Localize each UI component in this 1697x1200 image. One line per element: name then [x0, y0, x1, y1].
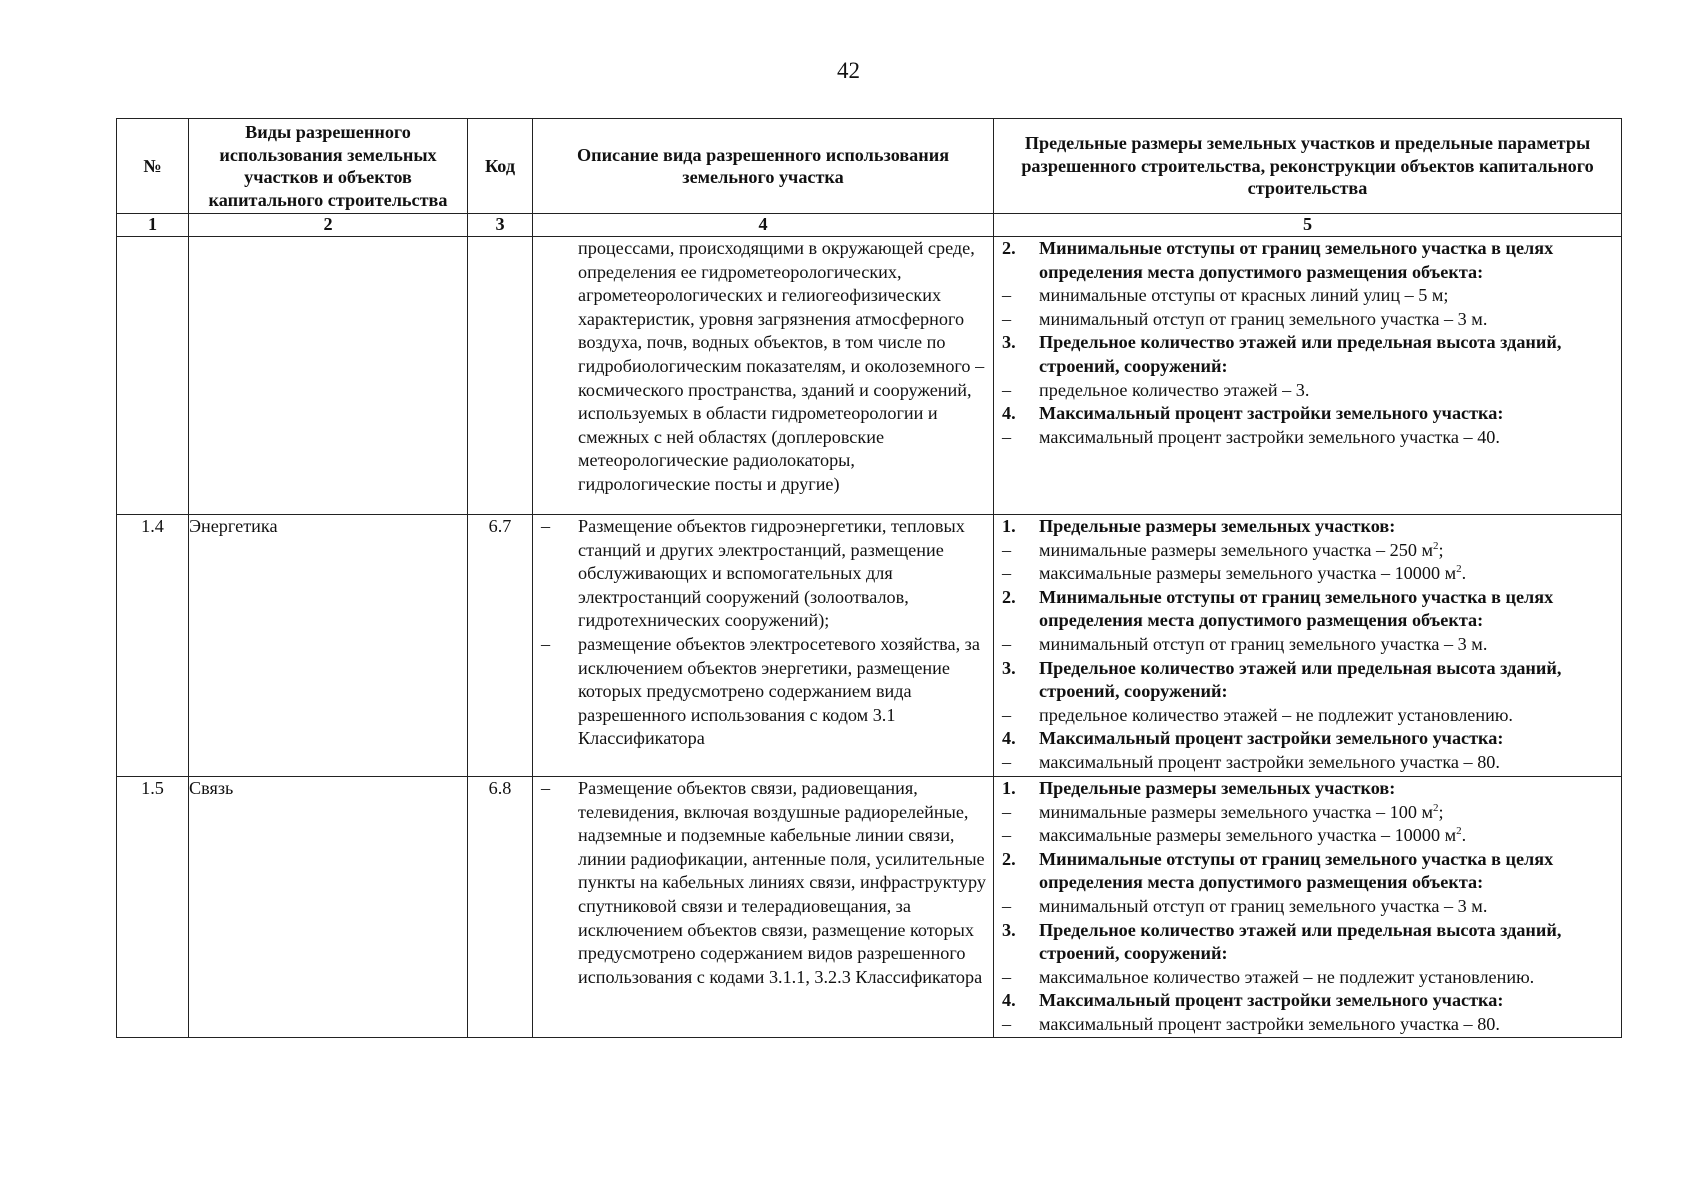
parameter-item — [994, 966, 1621, 990]
parameter-text-main: максимальный процент застройки земельного участка – 80. — [1039, 751, 1500, 772]
parameter-text — [1039, 426, 1621, 450]
parameter-text-main: минимальные размеры земельного участка – 100 м — [1039, 801, 1433, 822]
parameter-item — [994, 308, 1621, 332]
list-marker: – — [541, 633, 551, 654]
parameter-item — [994, 284, 1621, 308]
parameter-text-tail: . — [1461, 825, 1467, 846]
table-header-row — [117, 119, 1622, 214]
parameter-text-main: Максимальный процент застройки земельного участка: — [1039, 990, 1504, 1011]
list-marker: 3. — [1002, 657, 1016, 678]
use-parameters — [994, 777, 1622, 1038]
parameter-text-tail: ; — [1438, 801, 1444, 822]
list-marker: 3. — [1002, 919, 1016, 940]
parameter-heading — [994, 848, 1621, 895]
list-marker: – — [1002, 633, 1012, 654]
parameter-text — [1039, 586, 1621, 633]
parameter-text-main: минимальный отступ от границ земельного участка – 3 м. — [1039, 895, 1488, 916]
parameter-text — [1039, 539, 1621, 563]
parameter-text — [1039, 1013, 1621, 1037]
parameter-item — [994, 895, 1621, 919]
list-marker — [533, 237, 578, 497]
use-description — [533, 515, 994, 777]
parameter-text-main: максимальные размеры земельного участка – 10000 м — [1039, 563, 1457, 584]
parameter-item — [994, 633, 1621, 657]
parameter-item — [994, 539, 1621, 563]
parameter-text — [1039, 237, 1621, 284]
parameter-text-main: максимальные размеры земельного участка – 10000 м — [1039, 825, 1457, 846]
description-item — [533, 237, 993, 497]
parameter-text-main: Предельные размеры земельных участков: — [1039, 778, 1396, 798]
parameter-item — [994, 824, 1621, 848]
description-item — [533, 633, 993, 751]
description-text: размещение объектов электросетевого хозяйства, за исключением объектов энергетики, размещение которых предусмотрено содержанием вида разрешенного использования с кодом 3.1 Классификатора — [578, 633, 980, 749]
parameter-text-main: предельное количество этажей – 3. — [1039, 379, 1310, 400]
list-marker: – — [1002, 751, 1012, 772]
use-type-name — [189, 237, 468, 515]
parameter-text — [1039, 801, 1621, 825]
list-marker: – — [1002, 563, 1012, 584]
list-marker: – — [541, 516, 551, 536]
row-number: 1.5 — [117, 777, 189, 1038]
page-number: 42 — [837, 58, 860, 83]
list-marker: 2. — [1002, 848, 1016, 869]
parameter-text — [1039, 989, 1621, 1013]
parameter-text — [1039, 308, 1621, 332]
parameter-text-main: Предельное количество этажей или предельная высота зданий, строений, сооружений: — [1039, 332, 1562, 376]
parameter-heading — [994, 777, 1621, 801]
parameter-text-main: Минимальные отступы от границ земельного участка в целях определения места допустимого размещения объекта: — [1039, 238, 1554, 282]
list-marker: 4. — [1002, 728, 1016, 749]
use-type-code — [468, 237, 533, 515]
list-marker: – — [1002, 285, 1012, 306]
superscript: 2 — [1456, 563, 1462, 576]
parameter-heading — [994, 515, 1621, 539]
list-marker: – — [1002, 704, 1012, 725]
parameter-text-main: минимальный отступ от границ земельного участка – 3 м. — [1039, 308, 1488, 329]
regulations-table — [116, 118, 1622, 1038]
use-type-code: 6.8 — [468, 777, 533, 1038]
list-marker: 2. — [1002, 238, 1016, 258]
use-parameters — [994, 237, 1622, 515]
description-text: процессами, происходящими в окружающей среде, определения ее гидрометеорологических, агрометеорологических и гелиогеофизических характеристик, уровня загрязнения атмосферного воздуха, почв, водных объектов, в том числе по гидробиологическим показателям, и околоземного – космического пространства, зданий и сооружений, используемых в области гидрометеорологии и смежных с ней областях (доплеровские метеорологические радиолокаторы, гидрологические посты и другие) — [578, 238, 985, 494]
column-number: 3 — [468, 214, 533, 237]
use-type-code: 6.7 — [468, 515, 533, 777]
column-number: 5 — [994, 214, 1622, 237]
parameter-text-main: Максимальный процент застройки земельного участка: — [1039, 728, 1504, 749]
parameter-item — [994, 801, 1621, 825]
description-item — [533, 777, 993, 989]
list-marker: 2. — [1002, 586, 1016, 607]
list-marker: – — [1002, 801, 1012, 822]
parameter-heading — [994, 919, 1621, 966]
parameter-text — [1039, 284, 1621, 308]
list-marker: – — [1002, 1013, 1012, 1034]
parameter-text — [1039, 848, 1621, 895]
header-code: Код — [468, 119, 533, 214]
list-marker: – — [1002, 825, 1012, 846]
parameter-text — [1039, 751, 1621, 775]
description-item — [533, 515, 993, 633]
parameter-heading — [994, 989, 1621, 1013]
parameter-text-main: максимальный процент застройки земельного участка – 80. — [1039, 1013, 1500, 1034]
parameter-item — [994, 704, 1621, 728]
list-marker: – — [1002, 426, 1012, 447]
parameter-item — [994, 379, 1621, 403]
parameter-text — [1039, 919, 1621, 966]
description-text: Размещение объектов гидроэнергетики, тепловых станций и других электростанций, размещение обслуживающих и вспомогательных для электростанций сооружений (золоотвалов, гидротехнических сооружений); — [578, 516, 965, 631]
header-use-types: Виды разрешенного использования земельных участков и объектов капитального строительства — [189, 119, 468, 214]
list-marker: – — [1002, 539, 1012, 560]
parameter-item — [994, 1013, 1621, 1037]
header-parameters: Предельные размеры земельных участков и предельные параметры разрешенного строительства, реконструкции объектов капитального строительства — [994, 119, 1622, 214]
parameter-text-main: Предельные размеры земельных участков: — [1039, 516, 1396, 536]
superscript: 2 — [1432, 539, 1439, 552]
parameter-text-main: предельное количество этажей – не подлежит установлению. — [1039, 704, 1513, 725]
parameter-text-main: Минимальные отступы от границ земельного участка в целях определения места допустимого размещения объекта: — [1039, 586, 1554, 631]
superscript: 2 — [1432, 801, 1439, 814]
parameter-text-main: максимальный процент застройки земельного участка – 40. — [1039, 426, 1500, 447]
list-marker: 3. — [1002, 332, 1016, 353]
parameter-text-main: максимальное количество этажей – не подлежит установлению. — [1039, 966, 1535, 987]
list-marker: – — [1002, 895, 1012, 916]
parameter-heading — [994, 727, 1621, 751]
use-description — [533, 237, 994, 515]
description-text: Размещение объектов связи, радиовещания, телевидения, включая воздушные радиорелейные, надземные и подземные кабельные линии связи, линии радиофикации, антенные поля, усилительные пункты на кабельных линиях связи, инфраструктуру спутниковой связи и телерадиовещания, за исключением объектов связи, размещение которых предусмотрено содержанием видов разрешенного использования с кодами 3.1.1, 3.2.3 Классификатора — [578, 778, 986, 987]
list-marker: 4. — [1002, 403, 1016, 424]
parameter-heading — [994, 331, 1621, 378]
header-number: № — [117, 119, 189, 214]
parameter-text-main: Предельное количество этажей или предельная высота зданий, строений, сооружений: — [1039, 657, 1562, 702]
parameter-text — [1039, 331, 1621, 378]
parameter-heading — [994, 237, 1621, 284]
parameter-heading — [994, 657, 1621, 704]
parameter-heading — [994, 402, 1621, 426]
parameter-text — [1039, 727, 1621, 751]
parameter-text-main: минимальный отступ от границ земельного участка – 3 м. — [1039, 633, 1488, 654]
row-number — [117, 237, 189, 515]
superscript: 2 — [1456, 825, 1462, 838]
parameter-item — [994, 751, 1621, 775]
list-marker: – — [1002, 379, 1012, 400]
column-number: 1 — [117, 214, 189, 237]
parameter-heading — [994, 586, 1621, 633]
use-type-name: Энергетика — [189, 515, 468, 777]
table-row — [117, 237, 1622, 515]
parameter-text — [1039, 657, 1621, 704]
parameter-text — [1039, 562, 1621, 586]
header-description: Описание вида разрешенного использования земельного участка — [533, 119, 994, 214]
parameter-text — [1039, 777, 1621, 801]
list-marker: 1. — [1002, 516, 1016, 536]
parameter-item — [994, 426, 1621, 450]
use-description — [533, 777, 994, 1038]
parameter-text — [1039, 515, 1621, 539]
parameter-text — [1039, 633, 1621, 657]
list-marker: – — [1002, 966, 1012, 987]
table-row — [117, 515, 1622, 777]
parameter-text-tail: . — [1461, 563, 1467, 584]
parameter-text — [1039, 704, 1621, 728]
table-row — [117, 777, 1622, 1038]
parameter-text-main: Минимальные отступы от границ земельного участка в целях определения места допустимого размещения объекта: — [1039, 848, 1554, 893]
parameter-text — [1039, 895, 1621, 919]
parameter-text-main: Предельное количество этажей или предельная высота зданий, строений, сооружений: — [1039, 919, 1562, 964]
parameter-text-tail: ; — [1438, 539, 1444, 560]
parameter-text-main: минимальные размеры земельного участка – 250 м — [1039, 539, 1433, 560]
list-marker: 1. — [1002, 778, 1016, 798]
parameter-text — [1039, 966, 1621, 990]
list-marker: – — [1002, 308, 1012, 329]
use-type-name: Связь — [189, 777, 468, 1038]
parameter-text-main: минимальные отступы от красных линий улиц – 5 м; — [1039, 285, 1449, 306]
list-marker: 4. — [1002, 990, 1016, 1011]
parameter-text-main: Максимальный процент застройки земельного участка: — [1039, 403, 1504, 424]
use-parameters — [994, 515, 1622, 777]
row-number: 1.4 — [117, 515, 189, 777]
column-number: 2 — [189, 214, 468, 237]
parameter-text — [1039, 402, 1621, 426]
column-number: 4 — [533, 214, 994, 237]
column-numbers-row — [117, 214, 1622, 237]
parameter-text — [1039, 824, 1621, 848]
parameter-text — [1039, 379, 1621, 403]
list-marker: – — [541, 778, 551, 798]
parameter-item — [994, 562, 1621, 586]
